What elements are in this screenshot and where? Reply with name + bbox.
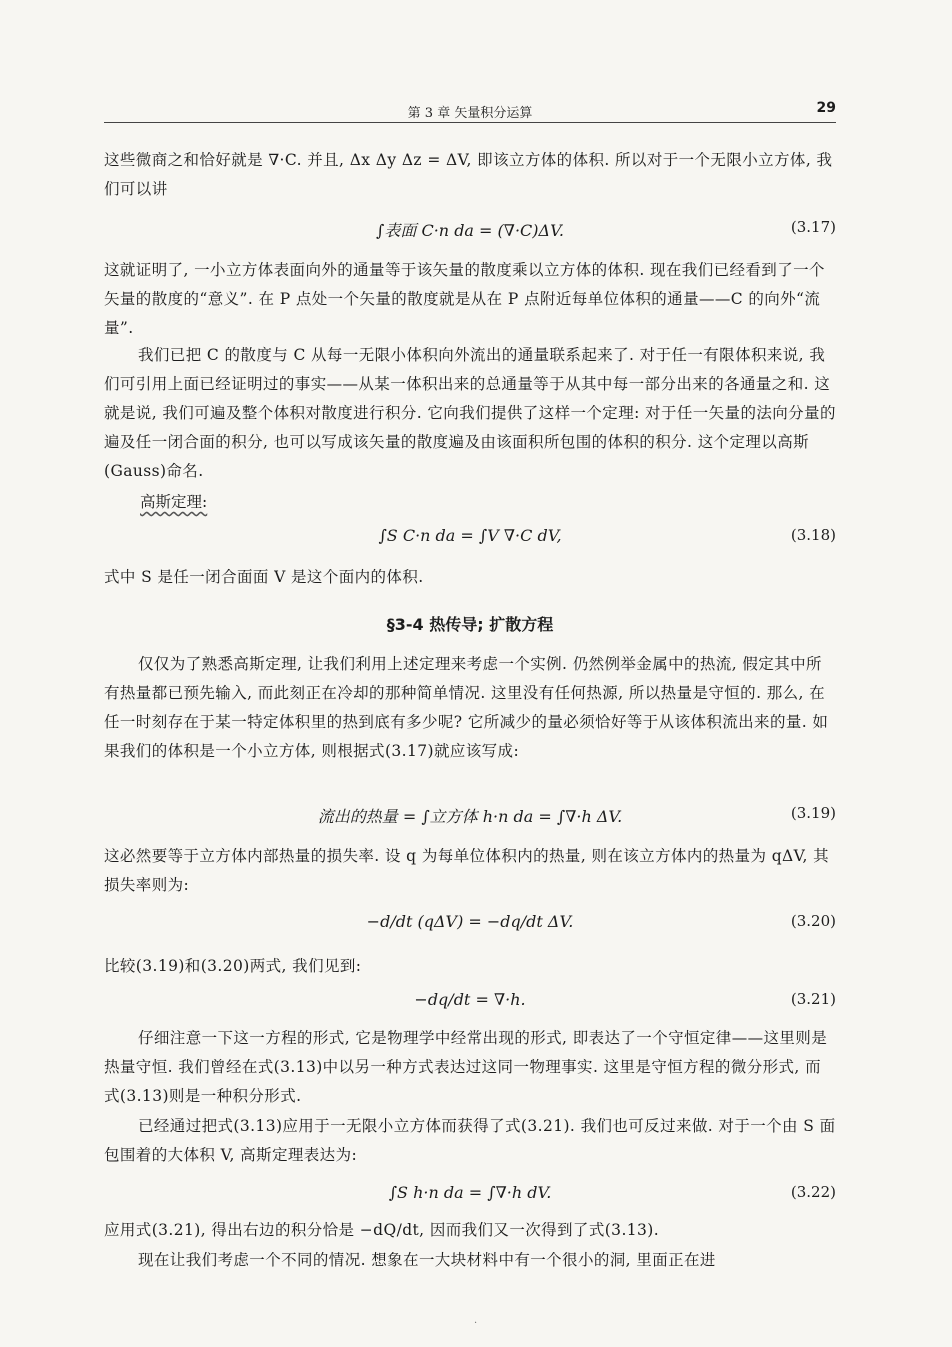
equation-number: (3.20) <box>790 912 836 930</box>
page-number: 29 <box>816 100 836 116</box>
section-heading: §3-4 热传导; 扩散方程 <box>386 615 554 634</box>
paragraph-11: 现在让我们考虑一个不同的情况. 想象在一大块材料中有一个很小的洞, 里面正在进 <box>138 1251 716 1269</box>
equation-number: (3.18) <box>790 526 836 544</box>
equation-body: −d/dt (qΔV) = −dq/dt ΔV. <box>366 912 574 931</box>
gauss-theorem-label <box>140 490 207 512</box>
equation-body: −dq/dt = ∇·h. <box>414 990 526 1009</box>
paragraph-10: 应用式(3.21), 得出右边的积分恰是 −dQ/dt, 因而我们又一次得到了式(3.13). <box>104 1221 660 1239</box>
equation-3-18 <box>104 520 836 556</box>
equation-3-22 <box>104 1177 836 1213</box>
paragraph-8: 仔细注意一下这一方程的形式, 它是物理学中经常出现的形式, 即表达了一个守恒定律——这里则是热量守恒. 我们曾经在式(3.13)中以另一种方式表达过这同一物理事实. 这里是守恒方程的微分形式, 而式(3.13)则是一种积分形式. <box>104 1029 828 1105</box>
equation-number: (3.21) <box>790 990 836 1008</box>
paragraph-9: 已经通过把式(3.13)应用于一无限小立方体而获得了式(3.21). 我们也可反过来做. 对于一个由 S 面包围着的大体积 V, 高斯定理表达为: <box>104 1117 836 1164</box>
paragraph-6: 这必然要等于立方体内部热量的损失率. 设 q 为每单位体积内的热量, 则在该立方体内的热量为 qΔV, 其损失率则为: <box>104 847 830 894</box>
equation-body: ∫S C·n da = ∫V ∇·C dV, <box>378 526 562 545</box>
equation-number: (3.19) <box>790 804 836 822</box>
paragraph-1: 这些微商之和恰好就是 ∇·C. 并且, Δx Δy Δz = ΔV, 即该立方体的体积. 所以对于一个无限小立方体, 我们可以讲 <box>104 151 833 198</box>
page-header <box>104 100 836 123</box>
chapter-title: 第 3 章 矢量积分运算 <box>407 106 533 121</box>
gauss-theorem-label-text: 高斯定理: <box>140 493 208 511</box>
equation-body: 流出的热量 = ∫立方体 h·n da = ∫∇·h ΔV. <box>317 807 623 826</box>
scan-mark: · <box>474 1318 478 1329</box>
paragraph-4: 式中 S 是任一闭合面面 V 是这个面内的体积. <box>104 568 424 586</box>
paragraph-5: 仅仅为了熟悉高斯定理, 让我们利用上述定理来考虑一个实例. 仍然例举金属中的热流, 假定其中所有热量都已预先输入, 而此刻正在冷却的那种简单情况. 这里没有任何热源, 所以热量是守恒的. 那么, 在任一时刻存在于某一特定体积里的热到底有多少呢? 它所减少的量必须恰好等于从该体积流出来的量. 如果我们的体积是一个小立方体, 则根据式(3.17)就应该写成: <box>104 655 829 760</box>
equation-number: (3.22) <box>790 1183 836 1201</box>
equation-3-21 <box>104 984 836 1020</box>
paragraph-7: 比较(3.19)和(3.20)两式, 我们见到: <box>104 957 362 975</box>
equation-3-17 <box>104 212 836 248</box>
equation-3-19 <box>104 798 836 834</box>
paragraph-3: 我们已把 C 的散度与 C 从每一无限小体积向外流出的通量联系起来了. 对于任一有限体积来说, 我们可引用上面已经证明过的事实——从某一体积出来的总通量等于从其中每一部分出来的各通量之和. 这就是说, 我们可遍及整个体积对散度进行积分. 它向我们提供了这样一个定理: 对于任一矢量的法向分量的遍及任一闭合面的积分, 也可以写成该矢量的散度遍及由该面积所包围的体积的积分. 这个定理以高斯(Gauss)命名. <box>104 346 836 480</box>
equation-body: ∫S h·n da = ∫∇·h dV. <box>388 1183 552 1202</box>
equation-3-20 <box>104 906 836 942</box>
paragraph-2: 这就证明了, 一小立方体表面向外的通量等于该矢量的散度乘以立方体的体积. 现在我们已经看到了一个矢量的散度的“意义”. 在 P 点处一个矢量的散度就是从在 P 点附近每单位体积的通量——C 的向外“流量”. <box>104 261 825 337</box>
equation-number: (3.17) <box>790 218 836 236</box>
equation-body: ∫表面 C·n da = (∇·C)ΔV. <box>376 221 564 240</box>
